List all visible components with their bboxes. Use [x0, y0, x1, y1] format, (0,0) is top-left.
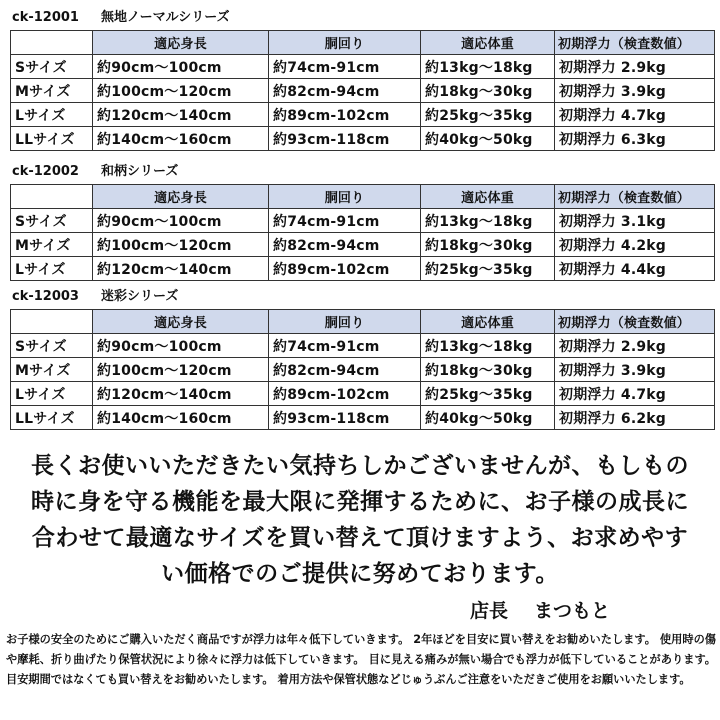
series-title	[10, 285, 714, 309]
manager-signature	[470, 596, 636, 623]
buoyancy-cell: 初期浮力 6.2kg	[555, 406, 715, 430]
buoyancy-cell: 初期浮力 3.9kg	[555, 358, 715, 382]
weight-cell: 約25kg〜35kg	[421, 103, 555, 127]
buoyancy-notice: お子様の安全のためにご購入いただく商品ですが浮力は年々低下していきます。 2年ほどを目安に買い替えをお勧めいたします。 使用時の傷や摩耗、折り曲げたり保管状況により徐々に浮力は低下していきます。 目に見える痛みが無い場合でも浮力が低下していることがあります。 目安期間ではなくても買い替えをお勧めいたします。 着用方法や保管状態などじゅうぶんご注意をいただきご使用をお願いいたします。	[6, 633, 716, 686]
size-cell: Mサイズ	[11, 79, 93, 103]
height-cell: 約100cm〜120cm	[93, 233, 269, 257]
buoyancy-cell: 初期浮力 6.3kg	[555, 127, 715, 151]
size-cell: LLサイズ	[11, 127, 93, 151]
size-cell: Sサイズ	[11, 334, 93, 358]
series-section-2	[10, 160, 714, 281]
header-weight: 適応体重	[421, 185, 555, 209]
size-cell: Mサイズ	[11, 233, 93, 257]
height-cell: 約90cm〜100cm	[93, 55, 269, 79]
table-row	[11, 406, 715, 430]
waist-cell: 約89cm-102cm	[269, 257, 421, 281]
weight-cell: 約13kg〜18kg	[421, 55, 555, 79]
waist-cell: 約82cm-94cm	[269, 233, 421, 257]
height-cell: 約100cm〜120cm	[93, 358, 269, 382]
series-name: 迷彩シリーズ	[100, 289, 179, 304]
waist-cell: 約74cm-91cm	[269, 55, 421, 79]
size-cell: Lサイズ	[11, 103, 93, 127]
table-row	[11, 334, 715, 358]
height-cell: 約140cm〜160cm	[93, 127, 269, 151]
weight-cell: 約18kg〜30kg	[421, 79, 555, 103]
buoyancy-cell: 初期浮力 2.9kg	[555, 55, 715, 79]
height-cell: 約90cm〜100cm	[93, 334, 269, 358]
size-table	[10, 184, 715, 281]
height-cell: 約140cm〜160cm	[93, 406, 269, 430]
header-waist: 胴回り	[269, 185, 421, 209]
series-code: ck-12002	[12, 164, 79, 179]
table-row	[11, 103, 715, 127]
waist-cell: 約89cm-102cm	[269, 382, 421, 406]
message-line: い価格でのご提供に努めております。	[161, 561, 559, 587]
signature-title: 店長	[470, 600, 509, 622]
waist-cell: 約93cm-118cm	[269, 406, 421, 430]
header-buoyancy: 初期浮力（検査数値）	[555, 185, 715, 209]
series-title	[10, 160, 714, 184]
table-header-row	[11, 185, 715, 209]
table-row	[11, 55, 715, 79]
series-name: 無地ノーマルシリーズ	[100, 10, 230, 25]
buoyancy-cell: 初期浮力 4.7kg	[555, 382, 715, 406]
size-table	[10, 309, 715, 430]
height-cell: 約120cm〜140cm	[93, 382, 269, 406]
height-cell: 約120cm〜140cm	[93, 103, 269, 127]
weight-cell: 約18kg〜30kg	[421, 358, 555, 382]
series-code: ck-12003	[12, 289, 79, 304]
waist-cell: 約82cm-94cm	[269, 358, 421, 382]
message-line: 時に身を守る機能を最大限に発揮するために、お子様の成長に	[31, 489, 689, 515]
signature-name: まつもと	[534, 600, 611, 622]
buoyancy-cell: 初期浮力 4.2kg	[555, 233, 715, 257]
waist-cell: 約89cm-102cm	[269, 103, 421, 127]
weight-cell: 約25kg〜35kg	[421, 257, 555, 281]
table-row	[11, 382, 715, 406]
weight-cell: 約18kg〜30kg	[421, 233, 555, 257]
header-height: 適応身長	[93, 185, 269, 209]
table-row	[11, 257, 715, 281]
header-height: 適応身長	[93, 31, 269, 55]
size-cell: Lサイズ	[11, 382, 93, 406]
size-table	[10, 30, 715, 151]
waist-cell: 約74cm-91cm	[269, 209, 421, 233]
table-row	[11, 233, 715, 257]
waist-cell: 約74cm-91cm	[269, 334, 421, 358]
series-code: ck-12001	[12, 10, 79, 25]
table-header-row	[11, 310, 715, 334]
header-weight: 適応体重	[421, 310, 555, 334]
height-cell: 約100cm〜120cm	[93, 79, 269, 103]
weight-cell: 約40kg〜50kg	[421, 406, 555, 430]
weight-cell: 約40kg〜50kg	[421, 127, 555, 151]
table-row	[11, 358, 715, 382]
table-row	[11, 127, 715, 151]
table-header-row	[11, 31, 715, 55]
header-waist: 胴回り	[269, 31, 421, 55]
header-waist: 胴回り	[269, 310, 421, 334]
size-cell: Mサイズ	[11, 358, 93, 382]
weight-cell: 約13kg〜18kg	[421, 209, 555, 233]
size-cell: LLサイズ	[11, 406, 93, 430]
message-line: 合わせて最適なサイズを買い替えて頂けますよう、お求めやす	[31, 525, 689, 551]
header-height: 適応身長	[93, 310, 269, 334]
series-title	[10, 6, 714, 30]
header-blank-cell	[11, 185, 93, 209]
size-cell: Sサイズ	[11, 55, 93, 79]
table-row	[11, 209, 715, 233]
buoyancy-cell: 初期浮力 4.7kg	[555, 103, 715, 127]
table-row	[11, 79, 715, 103]
waist-cell: 約93cm-118cm	[269, 127, 421, 151]
height-cell: 約90cm〜100cm	[93, 209, 269, 233]
series-section-3	[10, 285, 714, 430]
buoyancy-cell: 初期浮力 3.9kg	[555, 79, 715, 103]
weight-cell: 約25kg〜35kg	[421, 382, 555, 406]
header-buoyancy: 初期浮力（検査数値）	[555, 310, 715, 334]
buoyancy-cell: 初期浮力 3.1kg	[555, 209, 715, 233]
header-blank-cell	[11, 310, 93, 334]
waist-cell: 約82cm-94cm	[269, 79, 421, 103]
size-cell: Sサイズ	[11, 209, 93, 233]
header-blank-cell	[11, 31, 93, 55]
weight-cell: 約13kg〜18kg	[421, 334, 555, 358]
size-cell: Lサイズ	[11, 257, 93, 281]
height-cell: 約120cm〜140cm	[93, 257, 269, 281]
header-weight: 適応体重	[421, 31, 555, 55]
series-section-1	[10, 6, 714, 151]
buoyancy-cell: 初期浮力 2.9kg	[555, 334, 715, 358]
buoyancy-cell: 初期浮力 4.4kg	[555, 257, 715, 281]
series-name: 和柄シリーズ	[100, 164, 179, 179]
header-buoyancy: 初期浮力（検査数値）	[555, 31, 715, 55]
message-line: 長くお使いいただきたい気持ちしかございませんが、もしもの	[31, 453, 689, 479]
shop-message	[8, 448, 712, 592]
